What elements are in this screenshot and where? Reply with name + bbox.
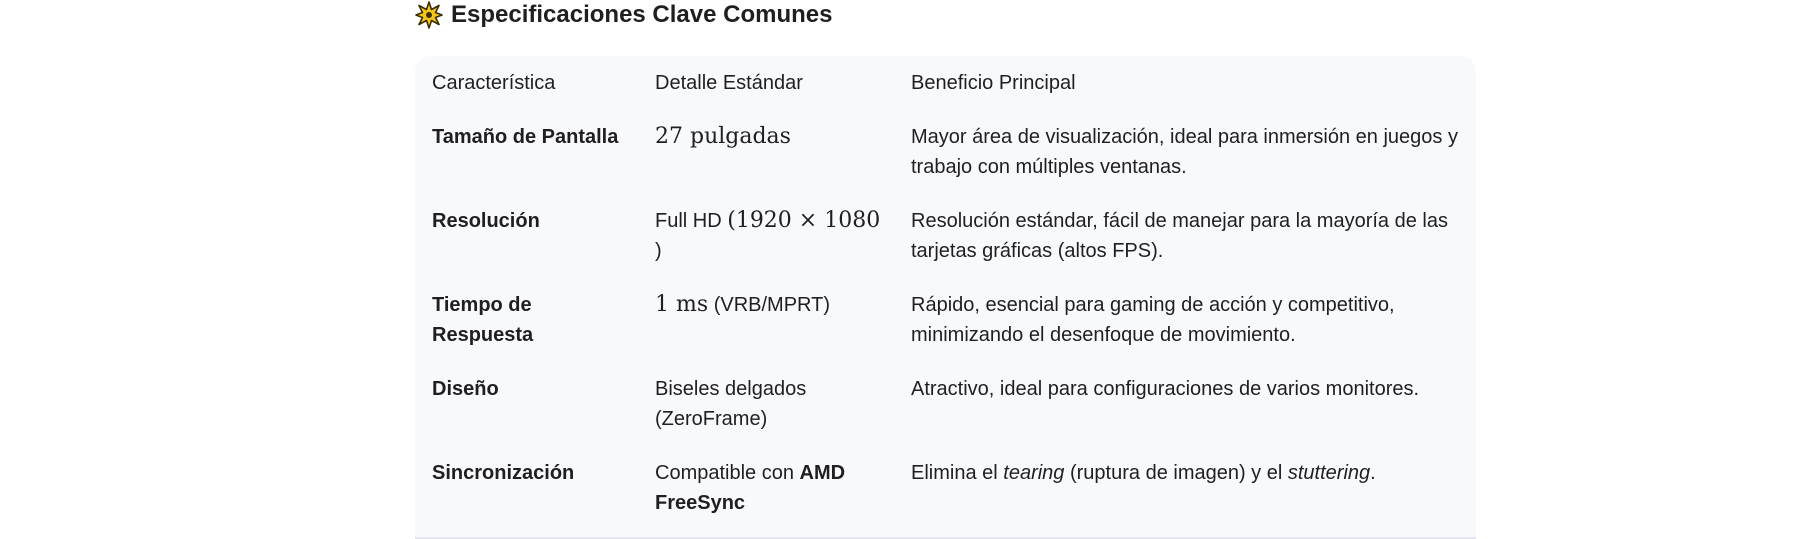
benefit-italic: tearing xyxy=(1003,462,1065,484)
benefit-cell xyxy=(894,446,1476,530)
column-header-benefit: Beneficio Principal xyxy=(911,72,1076,94)
detail-math: (1920 × 1080 xyxy=(727,208,881,233)
column-header-detail: Detalle Estándar xyxy=(655,72,803,94)
feature-cell: Tamaño de Pantalla xyxy=(432,126,619,148)
detail-prefix: Full HD xyxy=(655,210,722,232)
benefit-italic: stuttering xyxy=(1287,462,1371,484)
detail-suffix: (VRB/MPRT) xyxy=(713,294,831,316)
feature-cell: Diseño xyxy=(432,378,499,400)
detail-suffix: ) xyxy=(655,240,662,262)
column-header-feature: Característica xyxy=(432,72,556,94)
detail-prefix: Compatible con xyxy=(655,462,794,484)
benefit-cell: Resolución estándar, fácil de manejar para la mayoría de las tarjetas gráficas (altos FPS). xyxy=(911,210,1448,262)
table-header-row xyxy=(415,56,1476,110)
table-row xyxy=(415,362,1476,446)
detail-cell xyxy=(638,446,894,530)
detail-cell: Biseles delgados (ZeroFrame) xyxy=(655,378,807,430)
detail-bold: AMD FreeSync xyxy=(655,462,846,514)
table-row xyxy=(415,446,1476,530)
table-row xyxy=(415,194,1476,278)
sparkle-icon xyxy=(415,1,443,29)
specs-table xyxy=(415,56,1476,530)
benefit-cell: Mayor área de visualización, ideal para inmersión en juegos y trabajo con múltiples ventanas. xyxy=(911,126,1458,178)
table-row xyxy=(415,110,1476,194)
detail-cell xyxy=(638,194,894,278)
benefit-text: . xyxy=(1370,462,1376,484)
detail-math: 1 ms xyxy=(655,292,709,317)
detail-cell xyxy=(638,278,894,362)
benefit-text: Elimina el xyxy=(911,462,998,484)
feature-cell: Resolución xyxy=(432,210,540,232)
detail-math: 27 pulgadas xyxy=(655,124,791,149)
detail-cell xyxy=(638,110,894,194)
benefit-text: (ruptura de imagen) y el xyxy=(1069,462,1283,484)
section-title: Especificaciones Clave Comunes xyxy=(451,1,833,28)
feature-cell: Tiempo de Respuesta xyxy=(432,294,534,346)
feature-cell: Sincronización xyxy=(432,462,575,484)
benefit-cell: Rápido, esencial para gaming de acción y competitivo, minimizando el desenfoque de movimiento. xyxy=(911,294,1395,346)
table-row xyxy=(415,278,1476,362)
benefit-cell: Atractivo, ideal para configuraciones de varios monitores. xyxy=(911,378,1420,400)
section-heading xyxy=(415,0,833,30)
specs-table-card xyxy=(415,56,1476,539)
